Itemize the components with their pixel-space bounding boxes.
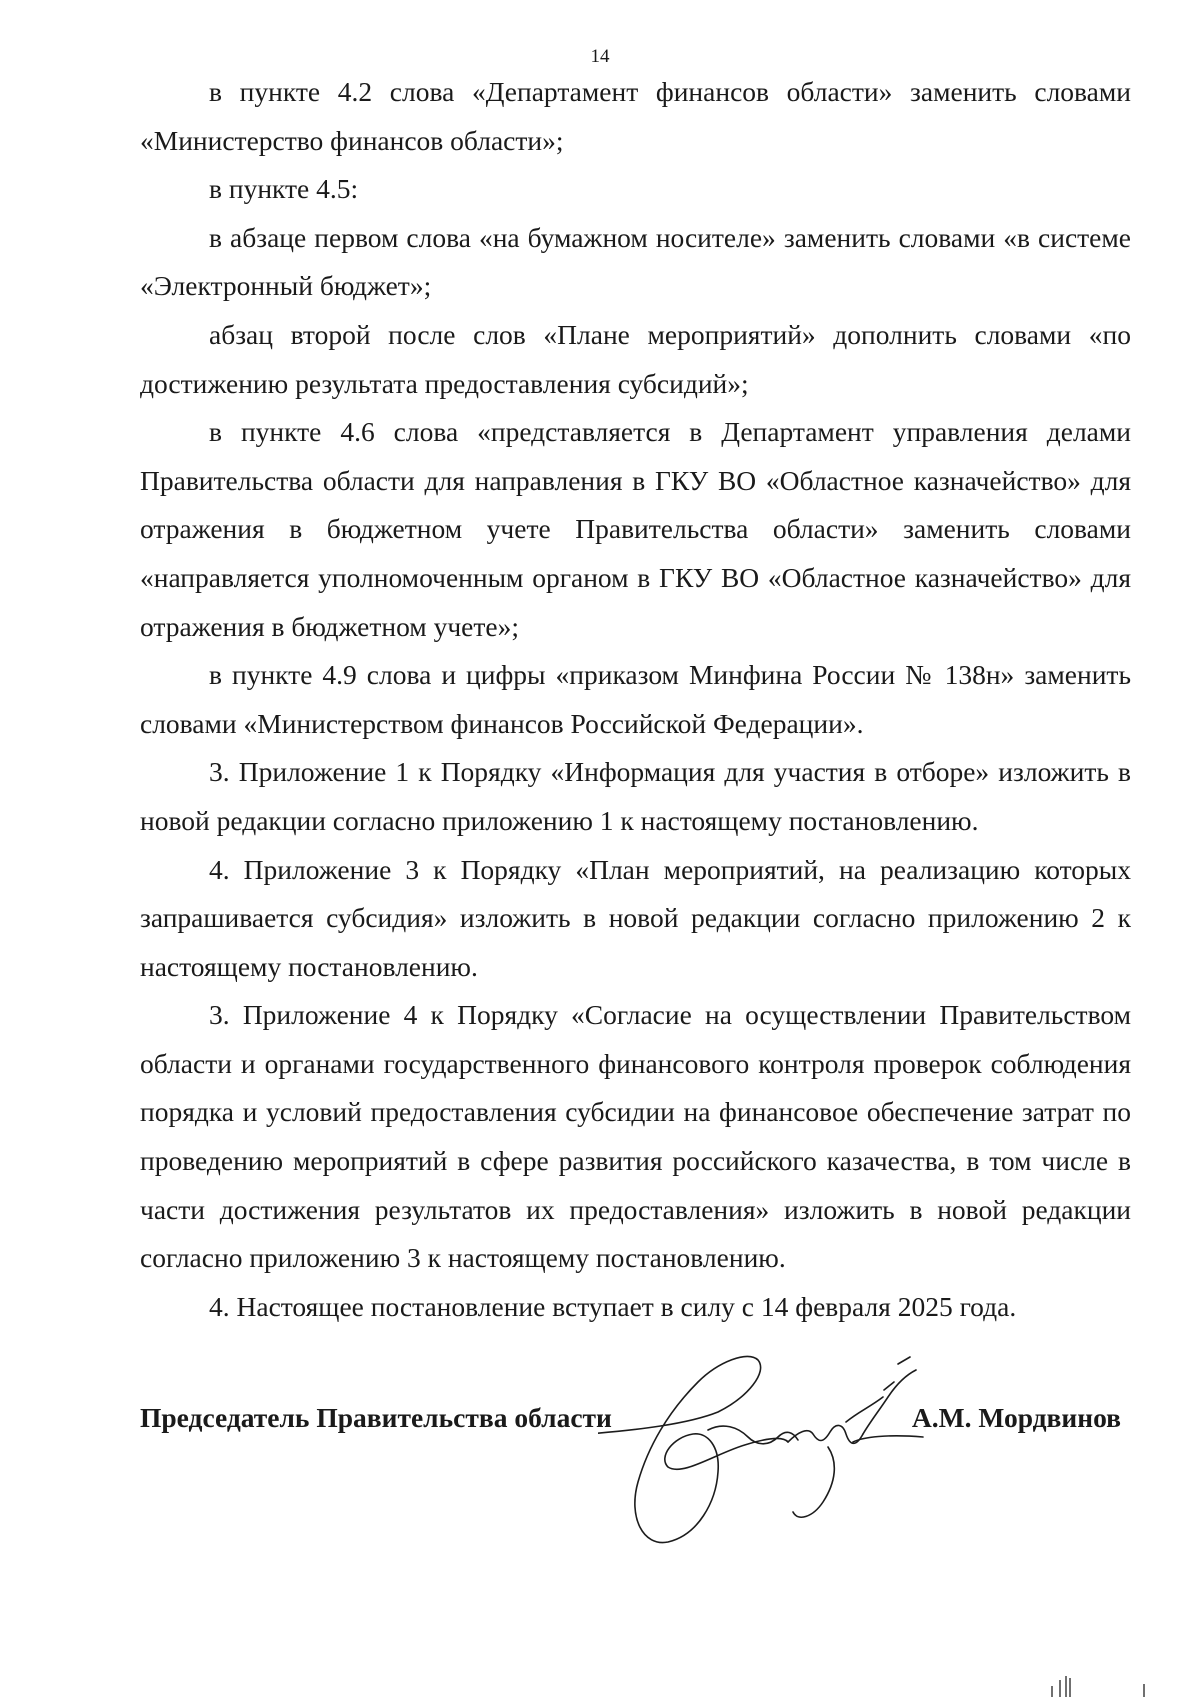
paragraph-point-4-9: в пункте 4.9 слова и цифры «приказом Минфина России № 138н» заменить словами «Министерством финансов Российской Федерации». — [140, 659, 1131, 739]
paragraph-item-4-effective-date: 4. Настоящее постановление вступает в силу с 14 февраля 2025 года. — [209, 1290, 1017, 1322]
paragraph-item-3-appendix-1: 3. Приложение 1 к Порядку «Информация для участия в отборе» изложить в новой редакции согласно приложению 1 к настоящему постановлению. — [140, 756, 1131, 836]
signatory-name: А.М. Мордвинов — [911, 1402, 1121, 1433]
signatory-position: Председатель Правительства области — [140, 1402, 612, 1433]
paragraph-point-4-6: в пункте 4.6 слова «представляется в Департамент управления делами Правительства области для направления в ГКУ ВО «Областное казначейство» для отражения в бюджетном учете Правительства области» заменить словами «направляется уполномоченным органом в ГКУ ВО «Областное казначейство» для отражения в бюджетном учете»; — [140, 416, 1131, 642]
document-body — [140, 68, 1131, 1331]
scan-edge-marks — [1040, 1676, 1200, 1697]
page-number: 14 — [590, 46, 610, 67]
paragraph-4-5-first-clause: в абзаце первом слова «на бумажном носителе» заменить словами «в системе «Электронный бюджет»; — [140, 221, 1131, 302]
paragraph-item-4-appendix-3: 4. Приложение 3 к Порядку «План мероприятий, на реализацию которых запрашивается субсидия» изложить в новой редакции согласно приложению 2 к настоящему постановлению. — [140, 853, 1131, 982]
paragraph-point-4-2: в пункте 4.2 слова «Департамент финансов области» заменить словами «Министерство финансов области»; — [140, 76, 1131, 156]
paragraph-point-4-5: в пункте 4.5: — [209, 173, 359, 205]
paragraph-4-5-second-clause: абзац второй после слов «Плане мероприятий» дополнить словами «по достижению результата предоставления субсидий»; — [140, 318, 1131, 399]
paragraph-item-3-appendix-4: 3. Приложение 4 к Порядку «Согласие на осуществлении Правительством области и органами государственного финансового контроля проверок соблюдения порядка и условий предоставления субсидии на финансовое обеспечение затрат по проведению мероприятий в сфере развития российского казачества, в том числе в части достижения результатов их предоставления» изложить в новой редакции согласно приложению 3 к настоящему постановлению. — [140, 999, 1131, 1274]
handwritten-signature — [598, 1352, 928, 1552]
